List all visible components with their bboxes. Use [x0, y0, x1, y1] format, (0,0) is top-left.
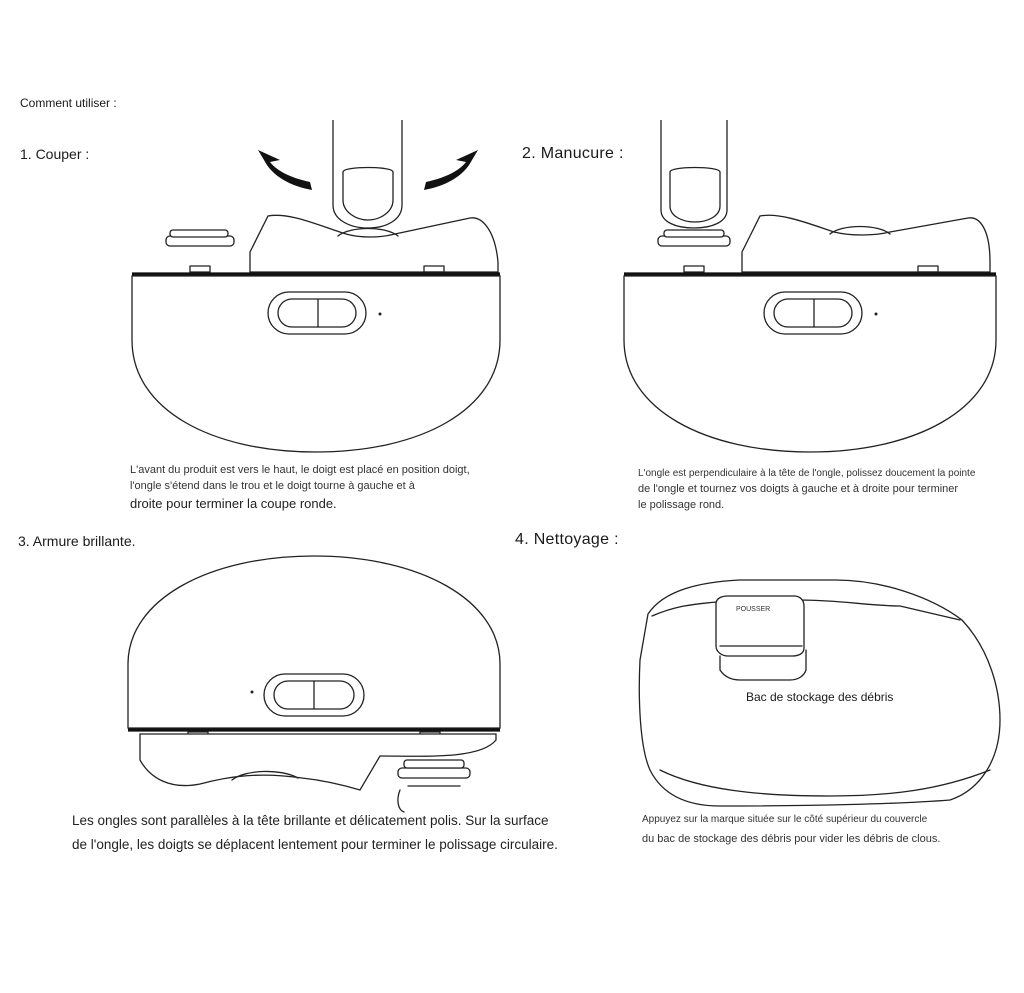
step-4-caption-line: du bac de stockage des débris pour vider les débris de clous.	[642, 833, 941, 845]
step-2-title: 2. Manucure :	[522, 145, 624, 162]
step-3-caption	[72, 809, 558, 857]
step-1-title: 1. Couper :	[20, 146, 90, 162]
step-3-caption-line: Les ongles sont parallèles à la tête brillante et délicatement polis. Sur la surface	[72, 813, 549, 828]
step-2-caption-line: L'ongle est perpendiculaire à la tête de l'ongle, polissez doucement la pointe	[638, 468, 976, 479]
tray-label: Bac de stockage des débris	[746, 690, 894, 704]
device-illustration-cut	[132, 120, 500, 452]
step-4-title: 4. Nettoyage :	[515, 531, 619, 548]
device-illustration-manicure	[624, 120, 996, 452]
step-2-caption	[638, 466, 975, 513]
step-2-caption-line: le polissage rond.	[638, 499, 725, 511]
step-1-caption-line: droite pour terminer la coupe ronde.	[130, 496, 337, 511]
tray-lid-text: POUSSER	[736, 606, 771, 613]
step-3-caption-line: de l'ongle, les doigts se déplacent lentement pour terminer le polissage circulaire.	[72, 837, 558, 852]
step-4-caption	[642, 812, 940, 847]
step-1-caption-line: L'avant du produit est vers le haut, le doigt est placé en position doigt,	[130, 464, 470, 476]
rotate-arrow-left-icon	[258, 150, 312, 190]
intro-heading: Comment utiliser :	[20, 96, 117, 110]
step-1-caption	[130, 462, 470, 514]
rotate-arrow-right-icon	[424, 150, 478, 190]
finger-icon	[661, 120, 727, 228]
step-1-caption-line: l'ongle s'étend dans le trou et le doigt tourne à gauche et à	[130, 480, 415, 492]
device-illustration-buffing	[128, 556, 500, 812]
step-2-caption-line: de l'ongle et tournez vos doigts à gauche et à droite pour terminer	[638, 483, 959, 495]
step-3-title: 3. Armure brillante.	[18, 533, 136, 549]
step-4-caption-line: Appuyez sur la marque située sur le côté supérieur du couvercle	[642, 814, 928, 825]
finger-icon	[333, 120, 402, 228]
